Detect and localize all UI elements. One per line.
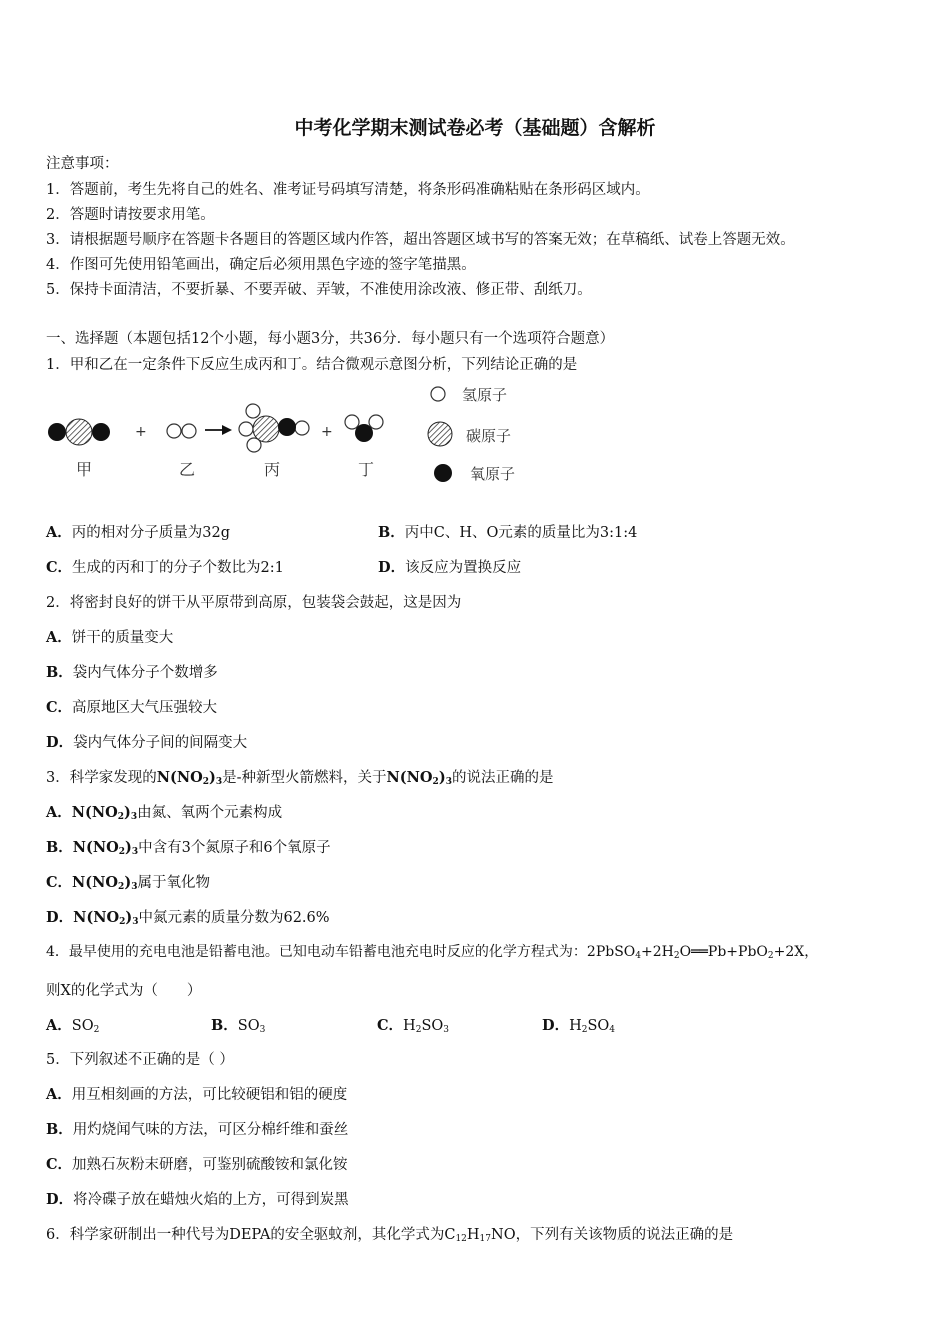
q3-stem: 3．科学家发现的$N(NO_2)_3$是-种新型火箭燃料，关于$N(NO_2)_3$的说法正确的是 (46, 769, 554, 787)
notice-item-4: 4．作图可先使用铅笔画出，确定后必须用黑色字迹的签字笔描黑。 (46, 257, 476, 273)
notice-item-1: 1．答题前，考生先将自己的姓名、准考证号码填写清楚，将条形码准确粘贴在条形码区域内。 (46, 182, 650, 198)
label-yi: 乙 (179, 460, 196, 479)
q1-option-c: C．生成的丙和丁的分子个数比为2:1 (46, 559, 284, 576)
q4-option-a: A．$SO_2$ (46, 1017, 100, 1035)
section-heading: 一、选择题（本题包括12个小题，每小题3分，共36分．每小题只有一个选项符合题意） (46, 331, 615, 347)
plus-sign-1: + (135, 424, 147, 440)
q3-option-d: D．$N(NO_2)_3$中氮元素的质量分数为62.6% (46, 909, 330, 927)
notice-heading: 注意事项： (46, 156, 119, 172)
q5-stem: 5．下列叙述不正确的是（ ） (46, 1052, 234, 1068)
molecule-ding (345, 415, 383, 442)
q4-option-b: B．$SO_3$ (211, 1017, 266, 1035)
label-bing: 丙 (264, 460, 281, 479)
notice-item-3: 3．请根据题号顺序在答题卡各题目的答题区域内作答，超出答题区域书写的答案无效；在草稿纸、试卷上答题无效。 (46, 232, 795, 248)
q4-equation: $2PbSO_4+2H_2O══Pb+PbO_2+2X$， (586, 944, 819, 961)
diagram-legend (428, 386, 515, 483)
q2-option-d: D．袋内气体分子间的间隔变大 (46, 734, 248, 751)
q4-stem-line1: 4．最早使用的充电电池是铅蓄电池。已知电动车铅蓄电池充电时反应的化学方程式为：$2PbSO_4+2H_2O══Pb+PbO_2+2X$， (46, 944, 819, 961)
legend-oxygen: 氧原子 (470, 465, 516, 483)
q1-option-d: D．该反应为置换反应 (378, 559, 522, 576)
q5-option-a: A．用互相刻画的方法，可比较硬铝和铝的硬度 (46, 1086, 348, 1103)
q3-option-b: B．$N(NO_2)_3$中含有3个氮原子和6个氧原子 (46, 839, 331, 857)
q4-stem-line2: 则X的化学式为（ ） (46, 983, 202, 999)
legend-hydrogen: 氢原子 (462, 386, 508, 404)
q6-stem: 6．科学家研制出一种代号为DEPA的安全驱蚊剂，其化学式为$C_{12}H_{17}NO$，下列有关该物质的说法正确的是 (46, 1227, 734, 1244)
q3-option-c: C．$N(NO_2)_3$属于氧化物 (46, 874, 210, 892)
legend-carbon: 碳原子 (466, 427, 512, 445)
label-jia: 甲 (76, 460, 93, 479)
q1-option-b: B．丙中C、H、O元素的质量比为3:1:4 (378, 524, 638, 541)
q5-option-d: D．将冷碟子放在蜡烛火焰的上方，可得到炭黑 (46, 1191, 349, 1208)
page-title: 中考化学期末测试卷必考（基础题）含解析 (294, 117, 656, 139)
q3-option-a: A．$N(NO_2)_3$由氮、氧两个元素构成 (46, 804, 283, 822)
notice-item-2: 2．答题时请按要求用笔。 (46, 207, 215, 223)
q5-option-c: C．加熟石灰粉末研磨，可鉴别硫酸铵和氯化铵 (46, 1156, 348, 1173)
molecule-bing (239, 404, 309, 452)
q5-option-b: B．用灼烧闻气味的方法，可区分棉纤维和蚕丝 (46, 1121, 349, 1138)
q1-option-a: A．丙的相对分子质量为32g (46, 524, 230, 541)
molecule-yi (167, 424, 196, 438)
reaction-arrow (205, 425, 232, 435)
q1-molecule-diagram (40, 380, 600, 490)
molecule-jia (48, 419, 110, 445)
label-ding: 丁 (358, 460, 375, 479)
q2-stem: 2．将密封良好的饼干从平原带到高原，包装袋会鼓起，这是因为 (46, 595, 462, 611)
q2-option-b: B．袋内气体分子个数增多 (46, 664, 218, 681)
notice-item-5: 5．保持卡面清洁，不要折暴、不要弄破、弄皱，不准使用涂改液、修正带、刮纸刀。 (46, 282, 592, 298)
plus-sign-2: + (321, 424, 333, 440)
q2-option-a: A．饼干的质量变大 (46, 629, 174, 646)
q2-option-c: C．高原地区大气压强较大 (46, 699, 218, 716)
q1-stem: 1．甲和乙在一定条件下反应生成丙和丁。结合微观示意图分析，下列结论正确的是 (46, 357, 578, 373)
q4-option-d: D．$H_2SO_4$ (542, 1017, 616, 1035)
q4-option-c: C．$H_2SO_3$ (377, 1017, 449, 1035)
